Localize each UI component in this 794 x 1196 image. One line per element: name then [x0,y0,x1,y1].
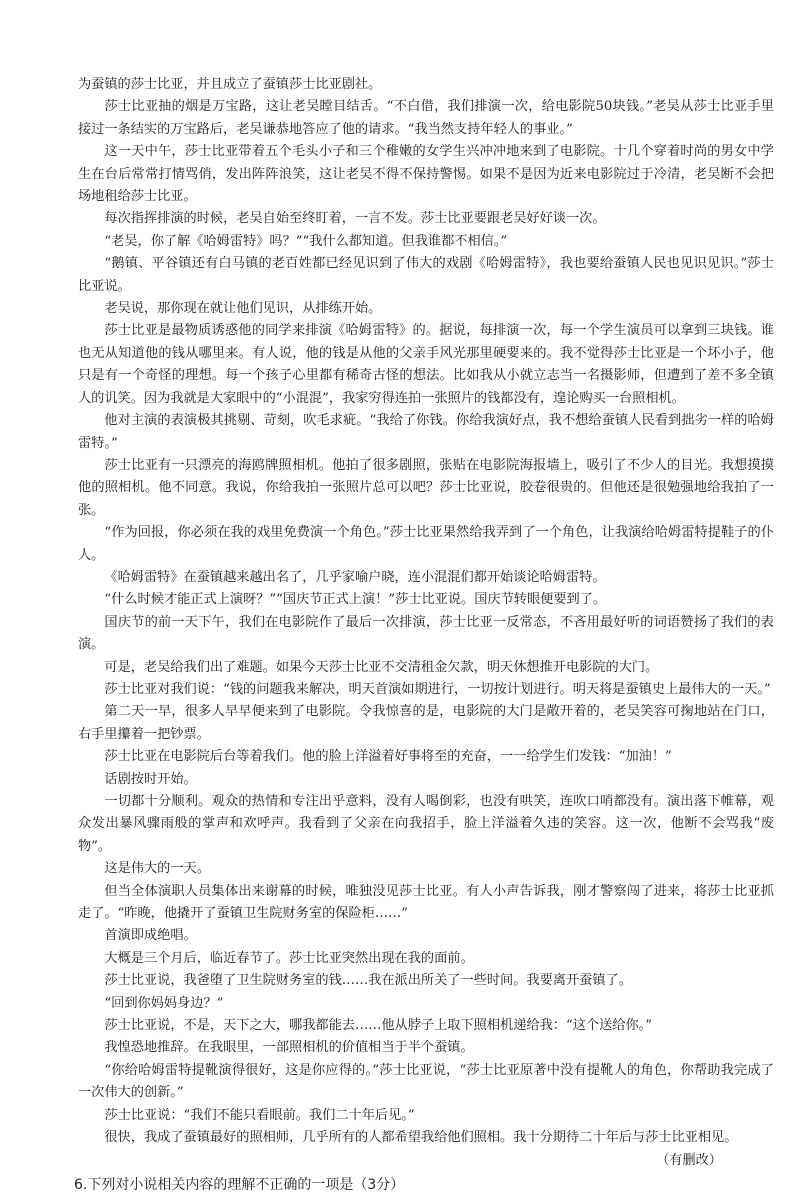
story-paragraph: 很快，我成了蚕镇最好的照相师，几乎所有的人都希望我给他们照相。我十分期待二十年后与莎士比亚相见。 [104,1130,738,1146]
story-paragraph: 莎士比亚在电影院后台等着我们。他的脸上洋溢着好事将至的充奋，一一给学生们发钱：“加油！” [104,749,672,765]
story-paragraph: 莎士比亚说，我爸堕了卫生院财务室的钱……我在派出所关了一些时间。我要离开蚕镇了。 [104,973,632,989]
story-paragraph: 这一天中午，莎士比亚带着五个毛头小子和三个稚嫩的女学生兴冲冲地来到了电影院。十几个穿着时尚的男女中学生在台后常常打情骂俏，发出阵阵浪笑，这让老吴不得不保持警惕。如果不是因为近来电影院过于冷清，老吴断不会把场地租给莎士比亚。 [78,144,774,205]
story-paragraph: 莎士比亚是最物质诱惑他的同学来排演《哈姆雷特》的。据说，每排演一次，每一个学生演员可以拿到三块钱。谁也无从知道他的钱从哪里来。有人说，他的钱是从他的父亲手风光那里硬要来的。我不觉得莎士比亚是一个坏小子，他只是有一个奇怪的理想。每一个孩子心里都有稀奇古怪的想法。比如我从小就立志当一名摄影师，但遭到了差不多全镇人的讥笑。因为我就是大家眼中的“小混混”，我家穷得连拍一张照片的钱都没有，遑论购买一台照相机。 [78,323,774,406]
story-paragraph: “你给哈姆雷特提靴演得很好，这是你应得的。”莎士比亚说，“莎士比亚原著中没有提靴人的角色，你帮助我完成了一次伟大的创新。” [78,1062,774,1101]
story-paragraph: “老吴，你了解《哈姆雷特》吗？”“我什么都知道。但我谁都不相信。” [104,233,508,249]
story-paragraph: 我惶恐地推辞。在我眼里，一部照相机的价值相当于半个蚕镇。 [104,1040,474,1056]
story-paragraph: 但当全体演职人员集体出来谢幕的时候，唯独没见莎士比亚。有人小声告诉我，刚才警察闯了进来，将莎士比亚抓走了。“昨晚，他撬开了蚕镇卫生院财务室的保险柜……” [78,883,774,922]
question-6: 6.下列对小说相关内容的理解不正确的一项是（3分） [74,1176,405,1193]
story-paragraph: 一切都十分顺利。观众的热情和专注出乎意料，没有人喝倒彩，也没有哄笑，连吹口哨都没有。演出落下帷幕，观众发出暴风骤雨般的掌声和欢呼声。我看到了父亲在向我招手，脸上洋溢着久违的笑容。这一次，他断不会骂我“废物”。 [78,794,774,854]
story-body [78,74,774,1150]
story-paragraph: 《哈姆雷特》在蚕镇越来越出名了，几乎家喻户晓，连小混混们都开始谈论哈姆雷特。 [104,569,606,585]
story-paragraph: 他对主演的表演极其挑剔、苛刻，吹毛求疵。“我给了你钱。你给我演好点，我不想给蚕镇人民看到拙劣一样的哈姆雷特。” [78,413,774,451]
story-paragraph: 第二天一早，很多人早早便来到了电影院。令我惊喜的是，电影院的大门是敞开着的，老吴笑容可掬地站在门口，右手里攥着一把钞票。 [78,704,774,742]
story-paragraph: 莎士比亚有一只漂亮的海鸥牌照相机。他拍了很多剧照，张贴在电影院海报墙上，吸引了不少人的目光。我想摸摸他的照相机。他不同意。我说，你给我拍一张照片总可以吧？莎士比亚说，胶卷很贵的。但他还是很勉强地给我拍了一张。 [78,457,774,518]
story-paragraph: “鹅镇、平谷镇还有白马镇的老百姓都已经见识到了伟大的戏剧《哈姆雷特》，我也要给蚕镇人民也见识见识。”莎士比亚说。 [78,256,774,294]
story-paragraph: 这是伟大的一天。 [104,861,210,877]
story-paragraph: “回到你妈妈身边？” [104,995,224,1011]
story-paragraph: 为蚕镇的莎士比亚，并且成立了蚕镇莎士比亚剧社。 [78,77,382,92]
story-paragraph: 莎士比亚说：“我们不能只看眼前。我们二十年后见。” [104,1107,415,1123]
story-paragraph: 可是，老吴给我们出了难题。如果今天莎士比亚不交清租金欠款，明天休想推开电影院的大门。 [104,659,659,675]
story-paragraph: 大概是三个月后，临近春节了。莎士比亚突然出现在我的面前。 [104,950,474,966]
story-paragraph: 每次指挥排演的时候，老吴自始至终盯着，一言不发。莎士比亚要跟老吴好好谈一次。 [104,211,606,227]
story-paragraph: 话剧按时开始。 [104,771,197,787]
story-paragraph: 首演即成绝唱。 [104,928,197,944]
story-paragraph: 国庆节的前一天下午，我们在电影院作了最后一次排演，莎士比亚一反常态，不吝用最好听的词语赞扬了我们的表演。 [78,614,774,653]
story-paragraph: “作为回报，你必须在我的戏里免费演一个角色。”莎士比亚果然给我弄到了一个角色，让我演给哈姆雷特提鞋子的仆人。 [78,525,774,563]
story-paragraph: 老吴说，那你现在就让他们见识，从排练开始。 [104,301,382,317]
story-paragraph: 莎士比亚对我们说：“钱的问题我来解决，明天首演如期进行，一切按计划进行。明天将是蚕镇史上最伟大的一天。” [104,681,771,697]
story-paragraph: 莎士比亚抽的烟是万宝路，这让老吴瞠目结舌。“不白借，我们排演一次，给电影院50块钱。”老吴从莎士比亚手里接过一条结实的万宝路后，老吴谦恭地答应了他的请求。“我当然支持年轻人的事业。” [78,99,774,137]
source-note: （有删改） [656,1152,722,1168]
story-paragraph: 莎士比亚说，不是，天下之大，哪我都能去……他从脖子上取下照相机递给我：“这个送给你。” [104,1018,652,1034]
story-paragraph: “什么时候才能正式上演呀？”“国庆节正式上演！”莎士比亚说。国庆节转眼便要到了。 [104,592,607,608]
document-page [74,74,774,1196]
